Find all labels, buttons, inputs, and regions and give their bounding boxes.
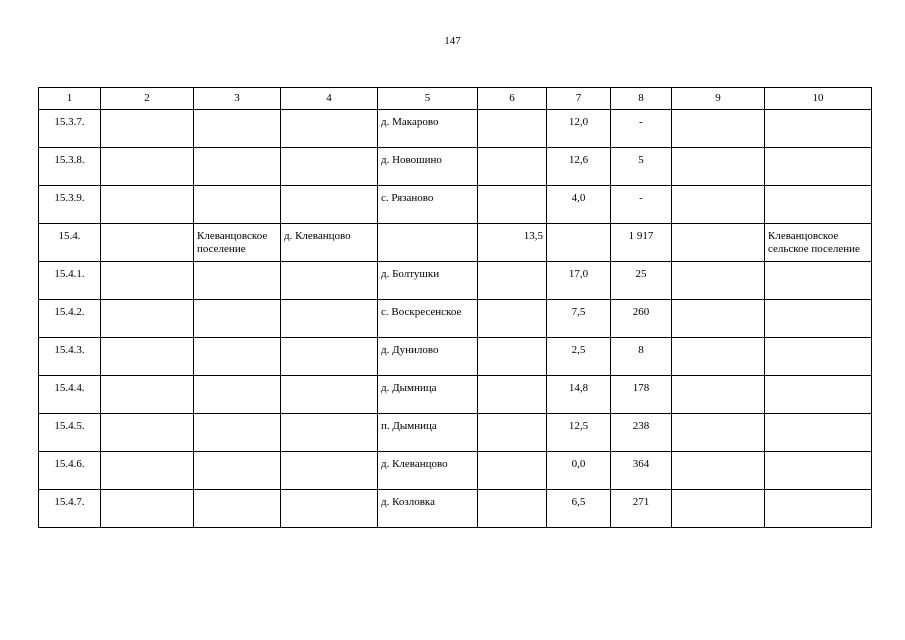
distance-cell: 12,0 [547, 110, 611, 148]
cell-col10 [765, 414, 872, 452]
distance-cell: 14,8 [547, 376, 611, 414]
distance-cell: 17,0 [547, 262, 611, 300]
row-number-cell: 15.3.8. [39, 148, 101, 186]
settlement-cell: с. Рязаново [378, 186, 478, 224]
distance-cell: 2,5 [547, 338, 611, 376]
population-cell: - [611, 110, 672, 148]
row-number-cell: 15.4.4. [39, 376, 101, 414]
cell-col6 [478, 376, 547, 414]
row-number-cell: 15.4.7. [39, 490, 101, 528]
cell-col9 [672, 490, 765, 528]
cell-col6 [478, 452, 547, 490]
population-cell: 178 [611, 376, 672, 414]
settlement-cell: д. Клеванцово [378, 452, 478, 490]
distance-cell: 12,6 [547, 148, 611, 186]
cell-col6 [478, 300, 547, 338]
cell-col6 [478, 262, 547, 300]
settlement-cell: д. Дунилово [378, 338, 478, 376]
cell-col3 [194, 148, 281, 186]
cell-col4 [281, 338, 378, 376]
cell-col2 [101, 376, 194, 414]
table-row [39, 452, 872, 490]
cell-col6 [478, 414, 547, 452]
row-number-cell: 15.4. [39, 224, 101, 262]
cell-col2 [101, 148, 194, 186]
distance-cell: 6,5 [547, 490, 611, 528]
row-number-cell: 15.4.2. [39, 300, 101, 338]
cell-col2 [101, 490, 194, 528]
table-row [39, 148, 872, 186]
cell-col3 [194, 186, 281, 224]
cell-col10 [765, 148, 872, 186]
row-number-cell: 15.4.5. [39, 414, 101, 452]
distance-cell: 0,0 [547, 452, 611, 490]
header-cell-10: 10 [765, 88, 872, 110]
row-number-cell: 15.3.9. [39, 186, 101, 224]
cell-col4 [281, 186, 378, 224]
header-row [39, 88, 872, 110]
table-row [39, 110, 872, 148]
cell-col10 [765, 376, 872, 414]
cell-col2 [101, 300, 194, 338]
population-cell: 364 [611, 452, 672, 490]
cell-col3 [194, 490, 281, 528]
settlement-cell: п. Дымница [378, 414, 478, 452]
table-row [39, 300, 872, 338]
population-cell: 25 [611, 262, 672, 300]
population-cell: 260 [611, 300, 672, 338]
table-row [39, 224, 872, 262]
center-cell: д. Клеванцово [281, 224, 378, 262]
cell-col3 [194, 452, 281, 490]
cell-col9 [672, 414, 765, 452]
population-cell: 271 [611, 490, 672, 528]
cell-col2 [101, 452, 194, 490]
data-table [38, 87, 872, 528]
table-row [39, 338, 872, 376]
cell-col9 [672, 338, 765, 376]
settlement-cell: д. Козловка [378, 490, 478, 528]
cell-col3 [194, 300, 281, 338]
cell-col10 [765, 186, 872, 224]
settlement-type-cell: Клеванцовское сельское поселение [765, 224, 872, 262]
distance-cell: 4,0 [547, 186, 611, 224]
row-number-cell: 15.4.1. [39, 262, 101, 300]
header-cell-7: 7 [547, 88, 611, 110]
settlement-cell [378, 224, 478, 262]
cell-col4 [281, 300, 378, 338]
table-row [39, 376, 872, 414]
settlement-cell: д. Дымница [378, 376, 478, 414]
population-cell: 238 [611, 414, 672, 452]
cell-col4 [281, 262, 378, 300]
cell-col2 [101, 414, 194, 452]
cell-col4 [281, 452, 378, 490]
header-cell-5: 5 [378, 88, 478, 110]
cell-col6 [478, 490, 547, 528]
cell-col9 [672, 224, 765, 262]
population-cell: 5 [611, 148, 672, 186]
cell-col2 [101, 224, 194, 262]
cell-col10 [765, 110, 872, 148]
population-cell: 1 917 [611, 224, 672, 262]
cell-col9 [672, 186, 765, 224]
cell-col2 [101, 262, 194, 300]
cell-col3 [194, 262, 281, 300]
header-cell-8: 8 [611, 88, 672, 110]
cell-col9 [672, 110, 765, 148]
row-number-cell: 15.3.7. [39, 110, 101, 148]
cell-col9 [672, 300, 765, 338]
cell-col6 [478, 186, 547, 224]
cell-col4 [281, 148, 378, 186]
header-cell-2: 2 [101, 88, 194, 110]
row-number-cell: 15.4.6. [39, 452, 101, 490]
municipality-cell: Клеванцовское поселение [194, 224, 281, 262]
header-cell-6: 6 [478, 88, 547, 110]
settlement-cell: д. Болтушки [378, 262, 478, 300]
distance-cell: 12,5 [547, 414, 611, 452]
cell-col10 [765, 490, 872, 528]
table-row [39, 414, 872, 452]
distance-cell: 7,5 [547, 300, 611, 338]
cell-col10 [765, 338, 872, 376]
cell-col4 [281, 490, 378, 528]
cell-col4 [281, 414, 378, 452]
cell-col3 [194, 338, 281, 376]
cell-col2 [101, 110, 194, 148]
population-cell: - [611, 186, 672, 224]
cell-col4 [281, 376, 378, 414]
cell-col10 [765, 452, 872, 490]
header-cell-4: 4 [281, 88, 378, 110]
cell-col3 [194, 376, 281, 414]
distance-cell [547, 224, 611, 262]
table-row [39, 186, 872, 224]
cell-col10 [765, 300, 872, 338]
page-number: 147 [444, 35, 461, 47]
cell-col3 [194, 110, 281, 148]
cell-col9 [672, 262, 765, 300]
population-cell: 8 [611, 338, 672, 376]
settlement-cell: д. Макарово [378, 110, 478, 148]
header-cell-3: 3 [194, 88, 281, 110]
cell-col2 [101, 186, 194, 224]
cell-col6: 13,5 [478, 224, 547, 262]
cell-col6 [478, 110, 547, 148]
cell-col9 [672, 376, 765, 414]
table-row [39, 262, 872, 300]
cell-col9 [672, 148, 765, 186]
cell-col9 [672, 452, 765, 490]
header-cell-1: 1 [39, 88, 101, 110]
cell-col2 [101, 338, 194, 376]
settlement-cell: д. Новошино [378, 148, 478, 186]
cell-col3 [194, 414, 281, 452]
settlement-cell: с. Воскресенское [378, 300, 478, 338]
cell-col6 [478, 338, 547, 376]
cell-col4 [281, 110, 378, 148]
table-row [39, 490, 872, 528]
header-cell-9: 9 [672, 88, 765, 110]
row-number-cell: 15.4.3. [39, 338, 101, 376]
cell-col6 [478, 148, 547, 186]
cell-col10 [765, 262, 872, 300]
